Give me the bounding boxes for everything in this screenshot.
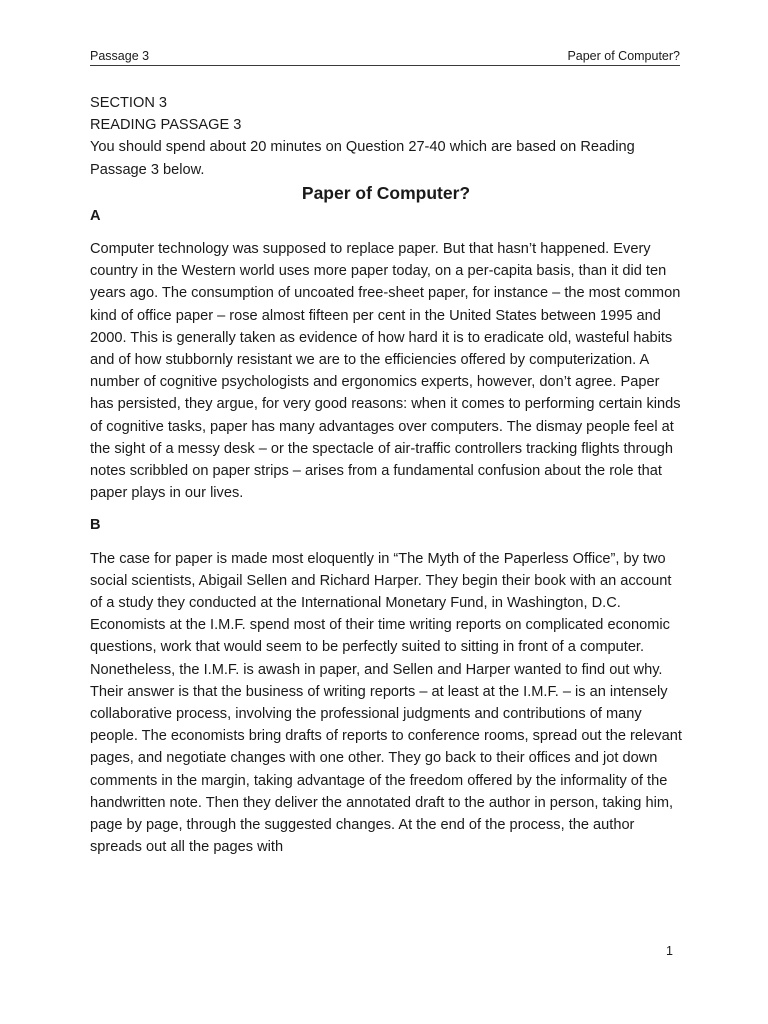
paragraph-letter-a: A [90,207,101,224]
passage-label: READING PASSAGE 3 [90,117,242,134]
instructions: You should spend about 20 minutes on Question 27-40 which are based on Reading Passage 3 below. [90,139,635,178]
section-label: SECTION 3 [90,95,168,111]
document-body [90,92,682,869]
page-header [90,47,680,65]
header-rule [90,65,680,66]
paragraph-b: The case for paper is made most eloquently in “The Myth of the Paperless Office”, by two social scientists, Abigail Sellen and Richard Harper. They begin their book with an account of a study they conducted at the International Monetary Fund, in Washington, D.C. Economists at the I.M.F. spend most of their time writing reports on complicated economic questions, work that would seem to be perfectly suited to sitting in front of a computer. Nonetheless, the I.M.F. is awash in paper, and Sellen and Harper wanted to find out why. Their answer is that the business of writing reports – at least at the I.M.F. – is an intensely collaborative process, involving the professional judgments and contributions of many people. The economists bring drafts of reports to conference rooms, spread out the relevant pages, and negotiate changes with one other. They go back to their offices and jot down comments in the margin, taking advantage of the freedom offered by the informality of the handwritten note. Then they deliver the annotated draft to the author in person, taking him, page by page, through the suggested changes. At the end of the process, the author spreads out all the pages with [90,550,682,856]
paragraph-letter-b: B [90,517,101,534]
page-number: 1 [666,944,673,958]
header-title: Paper of Computer? [567,49,680,63]
header-passage-label: Passage 3 [90,49,150,63]
paragraph-a: Computer technology was supposed to replace paper. But that hasn’t happened. Every country in the Western world uses more paper today, on a per-capita basis, than it did ten years ago. The consumption of uncoated free-sheet paper, for instance – the most common kind of office paper – rose almost fifteen per cent in the United States between 1995 and 2000. This is generally taken as evidence of how hard it is to eradicate old, wasteful habits and of how stubbornly resistant we are to the efficiencies offered by computerization. A number of cognitive psychologists and ergonomics experts, however, don’t agree. Paper has persisted, they argue, for very good reasons: when it comes to performing certain kinds of cognitive tasks, paper has many advantages over computers. The dismay people feel at the sight of a messy desk – or the spectacle of air-traffic controllers tracking flights through notes scribbled on paper strips – arises from a fundamental confusion about the role that paper plays in our lives. [90,241,681,502]
passage-title: Paper of Computer? [301,182,471,203]
